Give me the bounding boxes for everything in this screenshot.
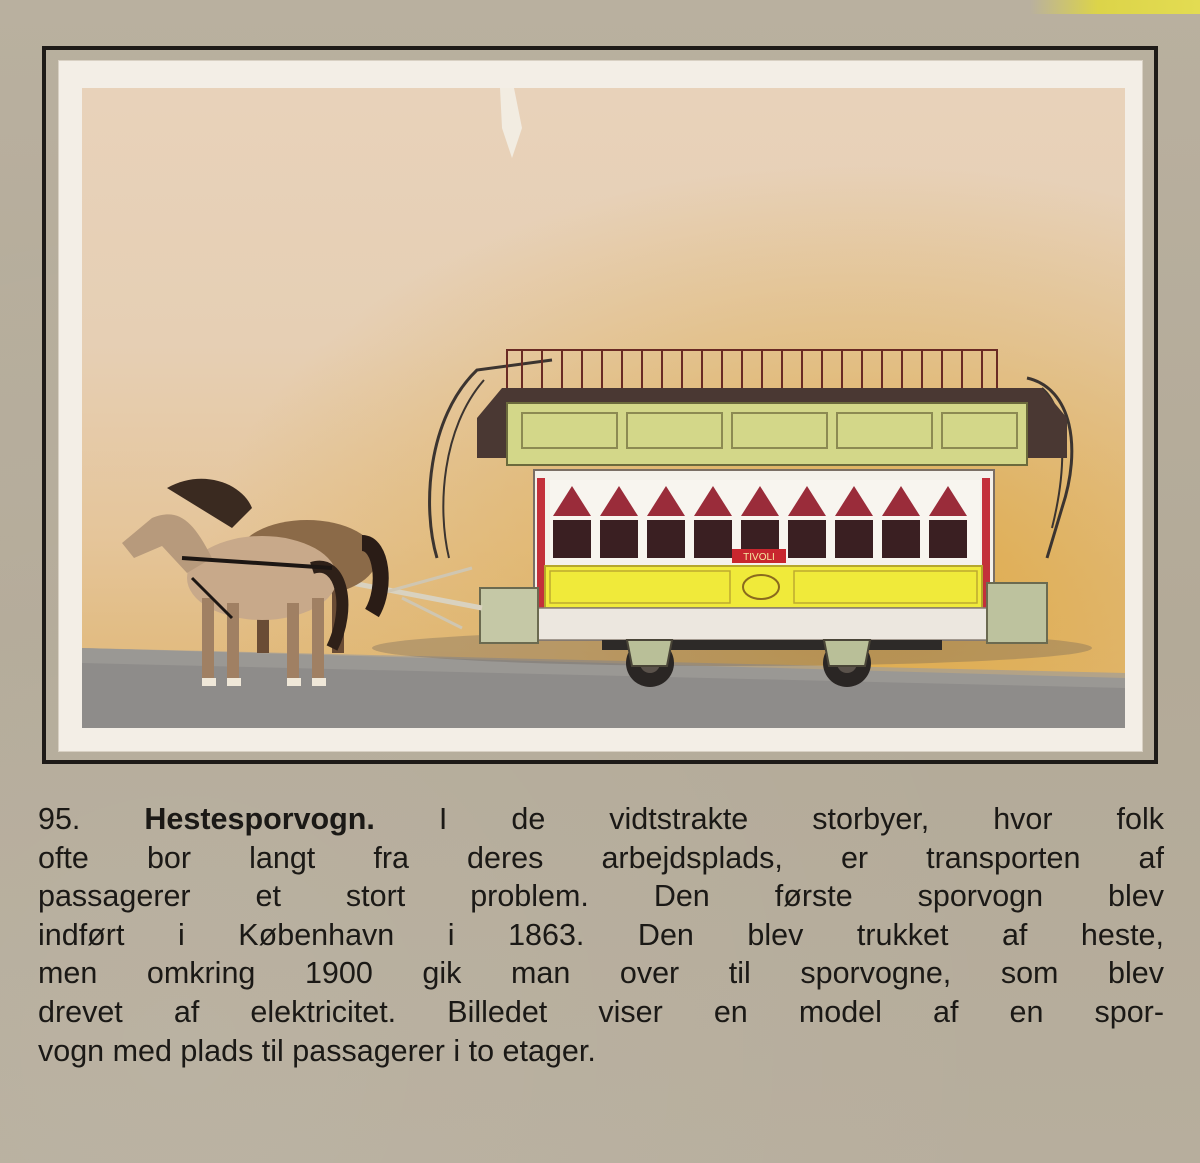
- tram-sign: TIVOLI: [743, 552, 775, 563]
- horse-tram-illustration: [82, 88, 1125, 728]
- caption-line-3: passagerer et stort problem. Den første sporvogn blev: [38, 879, 1164, 914]
- caption-line-1: 95. Hestesporvogn. I de vidtstrakte storbyer, hvor folk: [38, 802, 1164, 836]
- caption-text: [38, 800, 1164, 1070]
- caption-title: Hestesporvogn.: [144, 802, 375, 836]
- caption-line-5: men omkring 1900 gik man over til sporvogne, som blev: [38, 956, 1164, 991]
- caption-line-6: drevet af elektricitet. Billedet viser en model af en spor-: [38, 994, 1164, 1029]
- yellow-corner-strip: [1030, 0, 1200, 14]
- caption-number: 95.: [38, 802, 81, 836]
- caption-line-7: vogn med plads til passagerer i to etager.: [38, 1033, 596, 1068]
- caption-line-4: indført i København i 1863. Den blev trukket af heste,: [38, 917, 1164, 952]
- caption-line-2: ofte bor langt fra deres arbejdsplads, er transporten af: [38, 840, 1164, 875]
- horse-tram-photo: [82, 88, 1125, 728]
